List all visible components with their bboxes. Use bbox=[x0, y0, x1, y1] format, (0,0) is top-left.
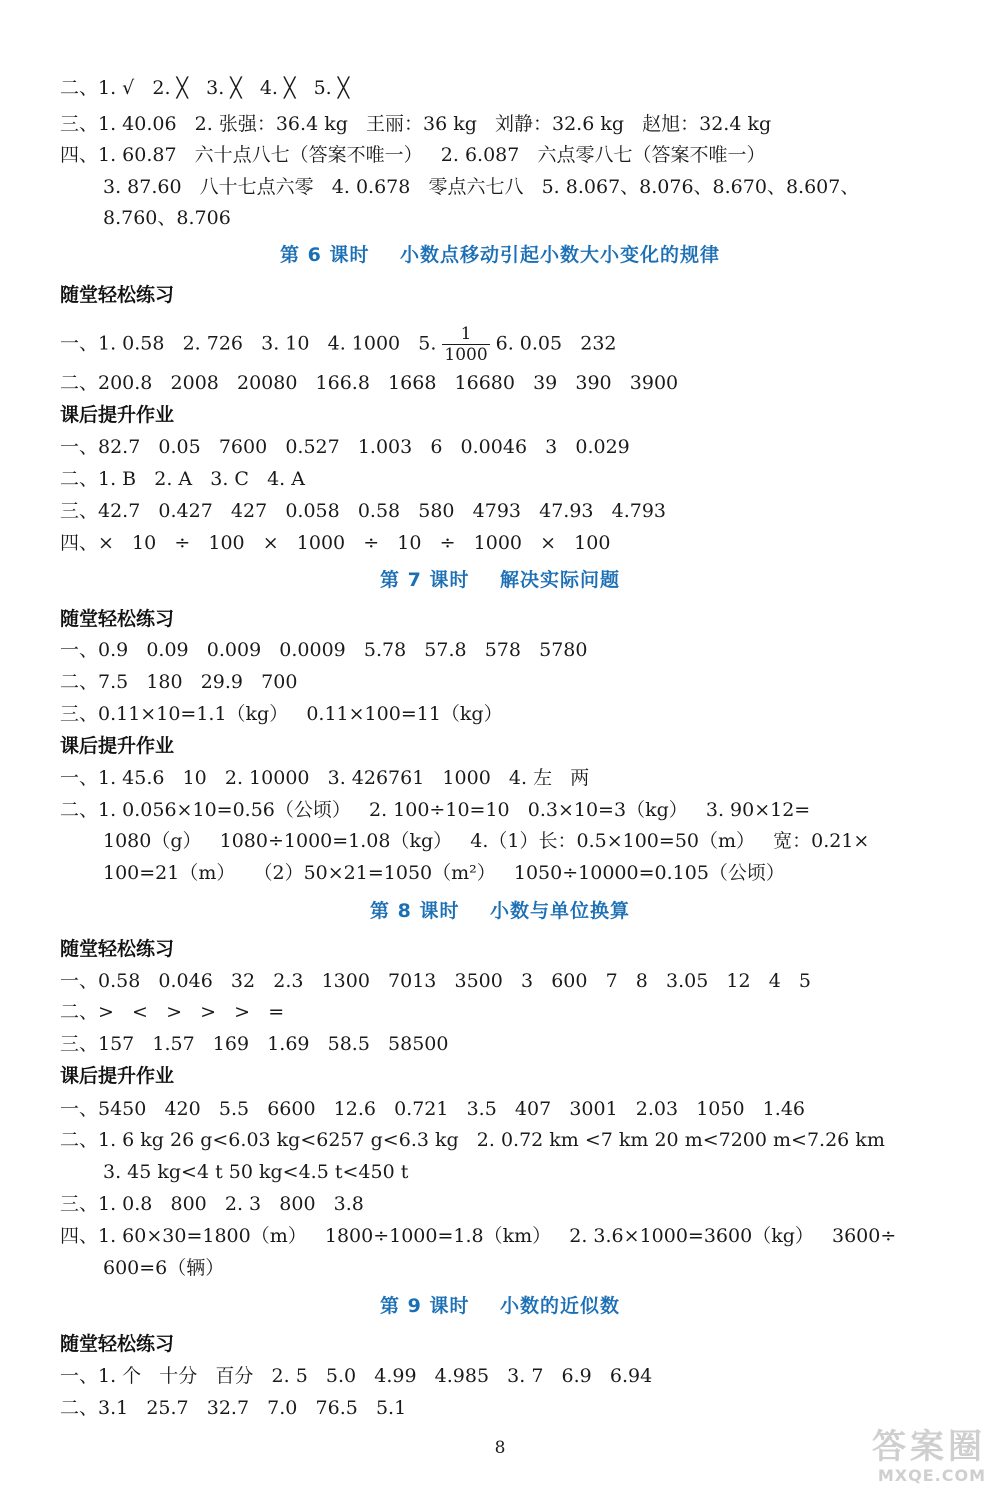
answer-line: 一、1. 45.6 10 2. 10000 3. 426761 1000 4. 左 两 bbox=[60, 767, 590, 789]
watermark-logo-text: 答案圈 bbox=[872, 1427, 986, 1467]
answer-line: 三、0.11×10=1.1（kg） 0.11×100=11（kg） bbox=[60, 703, 503, 725]
answer-line: 一、1. 个 十分 百分 2. 5 5.0 4.99 4.985 3. 7 6.9 6.94 bbox=[60, 1365, 653, 1387]
answer-line: 二、7.5 180 29.9 700 bbox=[60, 671, 298, 693]
answer-line: 三、1. 0.8 800 2. 3 800 3.8 bbox=[60, 1193, 364, 1215]
answer-line: 1080（g） 1080÷1000=1.08（kg） 4.（1）长：0.5×100=50（m） 宽：0.21× bbox=[103, 830, 870, 852]
answer-line: 二、200.8 2008 20080 166.8 1668 16680 39 390 3900 bbox=[60, 372, 679, 394]
answer-line: 8.760、8.706 bbox=[103, 207, 231, 229]
lesson-heading: 第 8 课时 小数与单位换算 bbox=[370, 900, 630, 922]
page-number: 8 bbox=[494, 1438, 506, 1458]
fraction-numerator: 1 bbox=[460, 324, 472, 344]
answer-line: 二、> < > > > = bbox=[60, 1001, 285, 1023]
answer-line: 100=21（m） （2）50×21=1050（m²） 1050÷10000=0.105（公顷） bbox=[103, 862, 785, 884]
answer-text: 一、1. 0.58 2. 726 3. 10 4. 1000 5. bbox=[60, 332, 437, 355]
answer-line: 3. 87.60 八十七点六零 4. 0.678 零点六七八 5. 8.067、8.076、8.670、8.607、 bbox=[103, 176, 860, 198]
answer-line: 二、1. B 2. A 3. C 4. A bbox=[60, 468, 305, 490]
section-title: 课后提升作业 bbox=[60, 404, 175, 426]
answer-line: 一、0.58 0.046 32 2.3 1300 7013 3500 3 600 7 8 3.05 12 4 5 bbox=[60, 970, 812, 992]
section-title: 课后提升作业 bbox=[60, 735, 175, 757]
answer-line: 一、5450 420 5.5 6600 12.6 0.721 3.5 407 3001 2.03 1050 1.46 bbox=[60, 1098, 805, 1120]
answer-line: 三、1. 40.06 2. 张强：36.4 kg 王丽：36 kg 刘静：32.6 kg 赵旭：32.4 kg bbox=[60, 113, 772, 135]
lesson-heading: 第 6 课时 小数点移动引起小数大小变化的规律 bbox=[280, 244, 720, 266]
section-title: 随堂轻松练习 bbox=[60, 608, 175, 630]
answer-line: 四、1. 60×30=1800（m） 1800÷1000=1.8（km） 2. 3.6×1000=3600（kg） 3600÷ bbox=[60, 1225, 897, 1247]
section-title: 课后提升作业 bbox=[60, 1065, 175, 1087]
answer-line: 二、3.1 25.7 32.7 7.0 76.5 5.1 bbox=[60, 1397, 407, 1419]
answer-line: 二、1. 0.056×10=0.56（公顷） 2. 100÷10=10 0.3×10=3（kg） 3. 90×12= bbox=[60, 799, 811, 821]
answer-line: 三、42.7 0.427 427 0.058 0.58 580 4793 47.93 4.793 bbox=[60, 500, 667, 522]
answer-line: 四、× 10 ÷ 100 × 1000 ÷ 10 ÷ 1000 × 100 bbox=[60, 532, 611, 554]
section-title: 随堂轻松练习 bbox=[60, 1333, 175, 1355]
watermark bbox=[811, 1428, 986, 1488]
answer-line: 3. 45 kg<4 t 50 kg<4.5 t<450 t bbox=[103, 1161, 409, 1183]
answer-line: 二、1. √ 2. ╳ 3. ╳ 4. ╳ 5. ╳ bbox=[60, 77, 350, 99]
answer-line: 四、1. 60.87 六十点八七（答案不唯一） 2. 6.087 六点零八七（答案不唯一） bbox=[60, 144, 766, 166]
answer-line: 一、0.9 0.09 0.009 0.0009 5.78 57.8 578 5780 bbox=[60, 639, 588, 661]
answer-line-with-fraction bbox=[60, 324, 960, 365]
fraction bbox=[442, 324, 489, 365]
answer-line: 600=6（辆） bbox=[103, 1257, 225, 1279]
answer-line: 二、1. 6 kg 26 g<6.03 kg<6257 g<6.3 kg 2. 0.72 km <7 km 20 m<7200 m<7.26 km bbox=[60, 1129, 885, 1151]
fraction-denominator: 1000 bbox=[444, 345, 488, 365]
watermark-url: MXQE.COM bbox=[877, 1466, 986, 1485]
lesson-heading: 第 7 课时 解决实际问题 bbox=[380, 569, 620, 591]
answer-line: 一、82.7 0.05 7600 0.527 1.003 6 0.0046 3 0.029 bbox=[60, 436, 630, 458]
lesson-heading: 第 9 课时 小数的近似数 bbox=[380, 1295, 620, 1317]
answer-line: 三、157 1.57 169 1.69 58.5 58500 bbox=[60, 1033, 449, 1055]
section-title: 随堂轻松练习 bbox=[60, 284, 175, 306]
answer-text: 6. 0.05 232 bbox=[495, 332, 617, 355]
section-title: 随堂轻松练习 bbox=[60, 938, 175, 960]
